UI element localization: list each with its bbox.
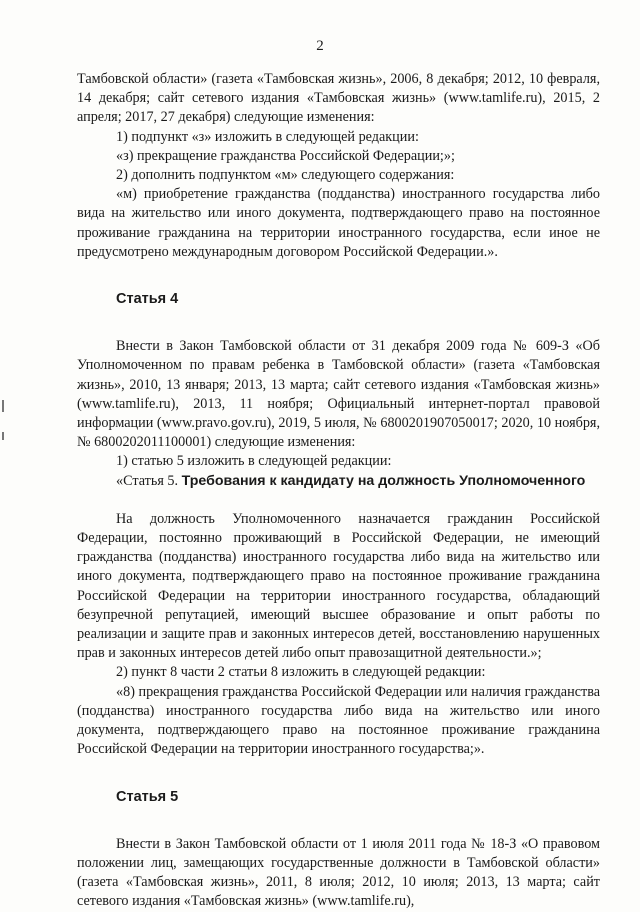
paragraph: «з) прекращение гражданства Российской Федерации;»; (116, 147, 455, 164)
page-number: 2 (316, 38, 324, 54)
paragraph: 2) дополнить подпунктом «м» следующего содержания: (116, 167, 455, 184)
quote-prefix: «Статья 5. (116, 472, 182, 489)
quote-title: Требования к кандидату на должность Уполномоченного (181, 472, 586, 489)
article-5-heading: Статья 5 (116, 788, 179, 805)
paragraph: 2) пункт 8 части 2 статьи 8 изложить в следующей редакции: (116, 664, 486, 681)
paragraph: Тамбовской области» (газета «Тамбовская жизнь», 2006, 8 декабря; 2012, 10 февраля, 14 декабря; сайт сетевого издания «Тамбовская жизнь» (www.tamlife.ru), 2015, 2 апреля; 2017, 27 декабря) следующие изменения: (77, 71, 600, 126)
paragraph: Внести в Закон Тамбовской области от 1 июля 2011 года № 18-З «О правовом положении лиц, замещающих государственные должности в Тамбовской области» (газета «Тамбовская жизнь», 2011, 8 июля; 2012, 10 июля; 2013, 13 марта; сайт сетевого издания «Тамбовская жизнь» (www.tamlife.ru), (77, 835, 600, 910)
paragraph: 1) статью 5 изложить в следующей редакции: (116, 453, 392, 470)
margin-scan-mark (2, 400, 4, 412)
document-body (77, 70, 600, 912)
paragraph: 1) подпункт «з» изложить в следующей редакции: (116, 128, 419, 145)
paragraph: Внести в Закон Тамбовской области от 31 декабря 2009 года № 609-З «Об Уполномоченном по правам ребенка в Тамбовской области» (газета «Тамбовская жизнь», 2010, 13 января; 2013, 13 марта; сайт сетевого издания «Тамбовская жизнь» (www.tamlife.ru), 2013, 11 ноября; Официальный интернет-портал правовой информации (www.pravo.gov.ru), 2019, 5 июля, № 6800201907050017; 2020, 10 ноября, № 6800202011100001) следующие изменения: (77, 338, 600, 451)
margin-scan-mark (2, 432, 4, 440)
paragraph: «м) приобретение гражданства (подданства) иностранного государства либо вида на жительство или иного документа, подтверждающего право на постоянное проживание гражданина на территории иностранного государства, если иное не предусмотрено международным договором Российской Федерации.». (77, 186, 600, 260)
article-4-heading: Статья 4 (116, 291, 179, 308)
paragraph: «8) прекращения гражданства Российской Федерации или наличия гражданства (подданства) иностранного государства либо вида на жительство или иного документа, подтверждающего право на постоянное проживание гражданина Российской Федерации на территории иностранного государства;». (77, 683, 600, 758)
paragraph: На должность Уполномоченного назначается гражданин Российской Федерации, постоянно проживающий в Российской Федерации, не имеющий гражданства (подданства) иностранного государства либо вида на жительство или иного документа, подтверждающего право на постоянное проживание гражданина Российской Федерации на территории иностранного государства, обладающий безупречной репутацией, имеющий высшее образование и опыт работы по реализации и защите прав и законных интересов детей, восстановлению нарушенных прав и законных интересов детей либо опыт правозащитной деятельности.»; (77, 510, 600, 662)
article-5-quote-title (77, 472, 600, 491)
